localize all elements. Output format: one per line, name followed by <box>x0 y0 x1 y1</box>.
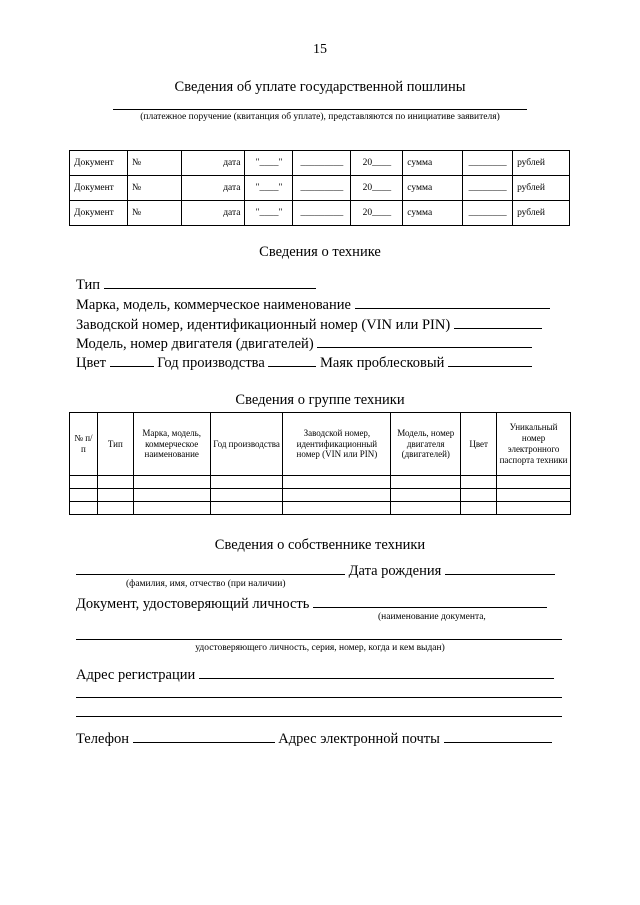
address-line-2[interactable] <box>76 697 562 698</box>
serial-field[interactable] <box>454 316 542 329</box>
vehicle-serial-row <box>76 316 542 334</box>
doc-caption-2: удостоверяющего личность, серия, номер, когда и кем выдан) <box>195 643 445 653</box>
table-cell[interactable] <box>283 489 391 502</box>
group-title: Сведения о группе техники <box>235 392 405 408</box>
payment-table <box>69 150 570 226</box>
num-cell[interactable]: № <box>127 201 181 226</box>
owner-contact-row <box>76 730 552 748</box>
header-passport: Уникальный номер электронного паспорта техники <box>497 413 571 476</box>
currency-cell: рублей <box>513 151 570 176</box>
doc-line-2[interactable] <box>76 639 562 640</box>
table-cell[interactable] <box>210 502 283 515</box>
brand-field[interactable] <box>355 296 550 309</box>
year-cell[interactable]: 20____ <box>351 151 403 176</box>
header-year: Год производства <box>210 413 283 476</box>
email-field[interactable] <box>444 730 552 743</box>
currency-cell: рублей <box>513 176 570 201</box>
table-row <box>70 476 571 489</box>
type-field[interactable] <box>104 276 316 289</box>
table-cell[interactable] <box>210 476 283 489</box>
phone-label: Телефон <box>76 731 129 747</box>
sum-cell: сумма <box>403 176 463 201</box>
table-row <box>70 489 571 502</box>
day-cell[interactable]: "____" <box>245 176 293 201</box>
email-label: Адрес электронной почты <box>278 731 440 747</box>
owner-title: Сведения о собственнике техники <box>214 537 426 553</box>
month-cell[interactable]: _________ <box>293 176 351 201</box>
payment-title: Сведения об уплате государственной пошлины <box>174 79 466 95</box>
doc-field[interactable] <box>313 595 547 608</box>
amount-cell[interactable]: ________ <box>463 151 513 176</box>
header-number: № п/п <box>70 413 98 476</box>
payment-row <box>70 151 570 176</box>
vehicle-type-row <box>76 276 316 294</box>
doc-cell: Документ <box>70 176 128 201</box>
table-cell[interactable] <box>461 476 497 489</box>
owner-address-row <box>76 666 554 684</box>
color-field[interactable] <box>110 354 154 367</box>
table-cell[interactable] <box>283 476 391 489</box>
table-cell[interactable] <box>70 476 98 489</box>
doc-label: Документ, удостоверяющий личность <box>76 596 310 612</box>
table-cell[interactable] <box>497 489 571 502</box>
sum-cell: сумма <box>403 151 463 176</box>
vehicle-engine-row <box>76 335 532 353</box>
table-cell[interactable] <box>461 502 497 515</box>
payment-row <box>70 176 570 201</box>
beacon-label: Маяк проблесковый <box>320 355 445 371</box>
table-cell[interactable] <box>70 489 98 502</box>
currency-cell: рублей <box>513 201 570 226</box>
table-cell[interactable] <box>497 476 571 489</box>
table-cell[interactable] <box>283 502 391 515</box>
payment-line <box>113 109 527 110</box>
year-label: Год производства <box>157 355 265 371</box>
type-label: Тип <box>76 277 101 293</box>
header-color: Цвет <box>461 413 497 476</box>
vehicle-title: Сведения о технике <box>259 244 381 260</box>
color-label: Цвет <box>76 355 107 371</box>
month-cell[interactable]: _________ <box>293 151 351 176</box>
page-number: 15 <box>313 42 327 57</box>
amount-cell[interactable]: ________ <box>463 176 513 201</box>
day-cell[interactable]: "____" <box>245 201 293 226</box>
birth-field[interactable] <box>445 562 555 575</box>
vehicle-color-row <box>76 354 532 372</box>
header-serial: Заводской номер, идентификационный номер (VIN или PIN) <box>283 413 391 476</box>
beacon-field[interactable] <box>448 354 532 367</box>
name-field[interactable] <box>76 562 345 575</box>
table-cell[interactable] <box>133 476 210 489</box>
payment-row <box>70 201 570 226</box>
engine-label: Модель, номер двигателя (двигателей) <box>76 336 314 352</box>
table-cell[interactable] <box>391 502 461 515</box>
table-cell[interactable] <box>391 489 461 502</box>
year-cell[interactable]: 20____ <box>351 201 403 226</box>
table-row <box>70 502 571 515</box>
brand-label: Марка, модель, коммерческое наименование <box>76 297 351 313</box>
table-cell[interactable] <box>391 476 461 489</box>
doc-caption-1: (наименование документа, <box>378 612 486 622</box>
name-caption: (фамилия, имя, отчество (при наличии) <box>126 579 286 589</box>
num-cell[interactable]: № <box>127 176 181 201</box>
table-cell[interactable] <box>461 489 497 502</box>
owner-name-row <box>76 562 555 580</box>
table-cell[interactable] <box>97 476 133 489</box>
year-cell[interactable]: 20____ <box>351 176 403 201</box>
phone-field[interactable] <box>133 730 275 743</box>
year-field[interactable] <box>268 354 316 367</box>
day-cell[interactable]: "____" <box>245 151 293 176</box>
address-label: Адрес регистрации <box>76 667 196 683</box>
table-cell[interactable] <box>133 502 210 515</box>
table-cell[interactable] <box>97 502 133 515</box>
address-field[interactable] <box>199 666 554 679</box>
sum-cell: сумма <box>403 201 463 226</box>
header-brand: Марка, модель, коммерческое наименование <box>133 413 210 476</box>
engine-field[interactable] <box>317 335 532 348</box>
birth-label: Дата рождения <box>348 563 442 579</box>
date-cell: дата <box>181 201 245 226</box>
header-engine: Модель, номер двигателя (двигателей) <box>391 413 461 476</box>
address-line-3[interactable] <box>76 716 562 717</box>
table-cell[interactable] <box>70 502 98 515</box>
table-cell[interactable] <box>97 489 133 502</box>
table-cell[interactable] <box>497 502 571 515</box>
group-table <box>69 412 571 515</box>
amount-cell[interactable]: ________ <box>463 201 513 226</box>
date-cell: дата <box>181 176 245 201</box>
date-cell: дата <box>181 151 245 176</box>
group-header-row <box>70 413 571 476</box>
table-cell[interactable] <box>133 489 210 502</box>
num-cell[interactable]: № <box>127 151 181 176</box>
serial-label: Заводской номер, идентификационный номер (VIN или PIN) <box>76 317 451 333</box>
header-type: Тип <box>97 413 133 476</box>
doc-cell: Документ <box>70 201 128 226</box>
payment-caption: (платежное поручение (квитанция об уплате), представляются по инициативе заявителя) <box>140 112 500 122</box>
table-cell[interactable] <box>210 489 283 502</box>
vehicle-brand-row <box>76 296 550 314</box>
doc-cell: Документ <box>70 151 128 176</box>
month-cell[interactable]: _________ <box>293 201 351 226</box>
owner-doc-row <box>76 595 547 613</box>
